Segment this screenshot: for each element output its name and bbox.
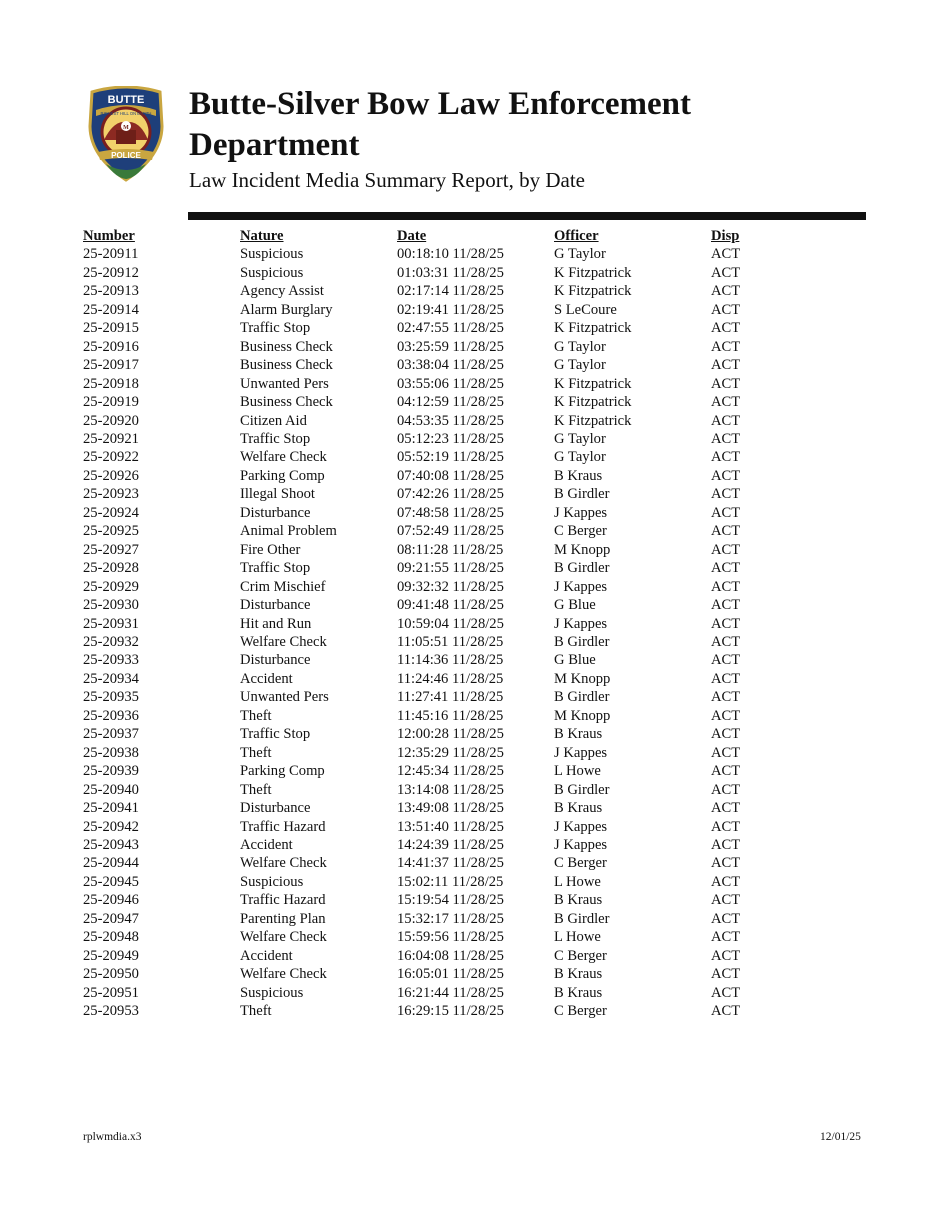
incident-officer: J Kappes <box>554 836 608 853</box>
incident-disp: ACT <box>711 892 741 909</box>
table-row <box>83 947 771 965</box>
footer-print-date: 12/01/25 <box>820 1131 861 1143</box>
table-row <box>83 762 771 780</box>
incident-nature: Theft <box>240 1003 272 1020</box>
incident-number: 25-20923 <box>83 486 139 503</box>
table-row <box>83 541 771 559</box>
table-row <box>83 965 771 983</box>
table-row <box>83 1002 771 1020</box>
incident-officer: B Kraus <box>554 800 603 817</box>
incident-date: 08:11:28 11/28/25 <box>397 541 504 558</box>
incident-number: 25-20928 <box>83 560 139 577</box>
incident-officer: M Knopp <box>554 707 611 724</box>
incident-date: 14:41:37 11/28/25 <box>397 855 504 872</box>
incident-number: 25-20951 <box>83 984 139 1001</box>
incident-officer: S LeCoure <box>554 301 617 318</box>
incident-disp: ACT <box>711 264 741 281</box>
incident-date: 03:25:59 11/28/25 <box>397 338 504 355</box>
incident-number: 25-20945 <box>83 873 139 890</box>
incident-number: 25-20936 <box>83 707 139 724</box>
incident-officer: G Taylor <box>554 246 606 263</box>
incident-disp: ACT <box>711 283 741 300</box>
incident-number: 25-20920 <box>83 412 139 429</box>
incident-disp: ACT <box>711 486 741 503</box>
incident-officer: J Kappes <box>554 744 608 761</box>
incident-disp: ACT <box>711 541 741 558</box>
incident-disp: ACT <box>711 836 741 853</box>
incident-officer: B Girdler <box>554 781 610 798</box>
incident-number: 25-20932 <box>83 633 139 650</box>
incident-number: 25-20921 <box>83 430 139 447</box>
incident-nature: Welfare Check <box>240 966 327 983</box>
incident-number: 25-20943 <box>83 836 139 853</box>
table-row <box>83 928 771 946</box>
incident-officer: B Kraus <box>554 892 603 909</box>
incident-nature: Disturbance <box>240 504 311 521</box>
incident-disp: ACT <box>711 320 741 337</box>
incident-nature: Suspicious <box>240 246 304 263</box>
incident-disp: ACT <box>711 689 741 706</box>
incident-officer: J Kappes <box>554 578 608 595</box>
incident-disp: ACT <box>711 966 741 983</box>
column-header-number: Number <box>83 228 135 244</box>
incident-date: 05:52:19 11/28/25 <box>397 449 504 466</box>
incident-nature: Suspicious <box>240 873 304 890</box>
incident-number: 25-20948 <box>83 929 139 946</box>
incident-disp: ACT <box>711 1003 741 1020</box>
incident-number: 25-20913 <box>83 283 139 300</box>
incident-number: 25-20946 <box>83 892 139 909</box>
incident-number: 25-20919 <box>83 394 139 411</box>
incident-nature: Disturbance <box>240 800 311 817</box>
incident-officer: B Kraus <box>554 467 603 484</box>
table-row <box>83 467 771 485</box>
table-row <box>83 615 771 633</box>
incident-number: 25-20938 <box>83 744 139 761</box>
incident-nature: Unwanted Pers <box>240 689 329 706</box>
incident-date: 11:45:16 11/28/25 <box>397 707 504 724</box>
incident-date: 09:41:48 11/28/25 <box>397 597 504 614</box>
incident-disp: ACT <box>711 726 741 743</box>
incident-nature: Accident <box>240 947 293 964</box>
incident-officer: B Kraus <box>554 984 603 1001</box>
incident-date: 09:32:32 11/28/25 <box>397 578 504 595</box>
table-row <box>83 485 771 503</box>
table-row <box>83 282 771 300</box>
incident-nature: Theft <box>240 781 272 798</box>
incident-nature: Disturbance <box>240 652 311 669</box>
table-row <box>83 559 771 577</box>
incident-nature: Traffic Stop <box>240 320 311 337</box>
table-row <box>83 854 771 872</box>
table-row <box>83 448 771 466</box>
incident-disp: ACT <box>711 467 741 484</box>
incident-disp: ACT <box>711 818 741 835</box>
incident-nature: Business Check <box>240 357 333 374</box>
incident-date: 03:55:06 11/28/25 <box>397 375 504 392</box>
incident-nature: Business Check <box>240 394 333 411</box>
incident-nature: Suspicious <box>240 264 304 281</box>
incident-disp: ACT <box>711 652 741 669</box>
incident-officer: K Fitzpatrick <box>554 412 632 429</box>
header-divider <box>188 212 866 220</box>
incident-number: 25-20944 <box>83 855 139 872</box>
report-subtitle: Law Incident Media Summary Report, by Date <box>189 168 585 192</box>
incident-officer: G Blue <box>554 652 596 669</box>
incident-disp: ACT <box>711 781 741 798</box>
table-row <box>83 393 771 411</box>
table-row <box>83 725 771 743</box>
incident-disp: ACT <box>711 873 741 890</box>
incident-officer: K Fitzpatrick <box>554 283 632 300</box>
incident-date: 15:32:17 11/28/25 <box>397 910 504 927</box>
incident-date: 12:00:28 11/28/25 <box>397 726 504 743</box>
table-row <box>83 799 771 817</box>
incident-number: 25-20942 <box>83 818 139 835</box>
incident-date: 13:51:40 11/28/25 <box>397 818 504 835</box>
table-row <box>83 670 771 688</box>
incident-nature: Accident <box>240 670 293 687</box>
incident-nature: Accident <box>240 836 293 853</box>
incident-number: 25-20922 <box>83 449 139 466</box>
incident-nature: Traffic Stop <box>240 726 311 743</box>
incident-number: 25-20924 <box>83 504 139 521</box>
incident-disp: ACT <box>711 430 741 447</box>
incident-officer: G Taylor <box>554 338 606 355</box>
incident-disp: ACT <box>711 855 741 872</box>
incident-number: 25-20940 <box>83 781 139 798</box>
incident-date: 11:24:46 11/28/25 <box>397 670 504 687</box>
incident-number: 25-20925 <box>83 523 139 540</box>
incident-date: 02:19:41 11/28/25 <box>397 301 504 318</box>
incident-date: 09:21:55 11/28/25 <box>397 560 504 577</box>
incident-date: 07:48:58 11/28/25 <box>397 504 504 521</box>
incident-disp: ACT <box>711 357 741 374</box>
incident-number: 25-20912 <box>83 264 139 281</box>
incident-disp: ACT <box>711 597 741 614</box>
incident-nature: Hit and Run <box>240 615 312 632</box>
incident-disp: ACT <box>711 412 741 429</box>
incident-date: 11:14:36 11/28/25 <box>397 652 504 669</box>
incident-officer: C Berger <box>554 855 607 872</box>
incident-disp: ACT <box>711 338 741 355</box>
incident-date: 11:05:51 11/28/25 <box>397 633 504 650</box>
incident-disp: ACT <box>711 763 741 780</box>
incident-officer: C Berger <box>554 523 607 540</box>
incident-date: 04:12:59 11/28/25 <box>397 394 504 411</box>
incident-number: 25-20927 <box>83 541 139 558</box>
table-row <box>83 578 771 596</box>
incident-officer: J Kappes <box>554 818 608 835</box>
table-header-row <box>83 227 771 245</box>
incident-nature: Welfare Check <box>240 449 327 466</box>
incident-date: 15:19:54 11/28/25 <box>397 892 504 909</box>
incident-date: 14:24:39 11/28/25 <box>397 836 504 853</box>
incident-date: 15:02:11 11/28/25 <box>397 873 504 890</box>
incident-number: 25-20949 <box>83 947 139 964</box>
table-row <box>83 596 771 614</box>
incident-officer: L Howe <box>554 929 601 946</box>
table-row <box>83 873 771 891</box>
incident-number: 25-20933 <box>83 652 139 669</box>
incident-officer: C Berger <box>554 947 607 964</box>
incident-nature: Parenting Plan <box>240 910 326 927</box>
table-row <box>83 836 771 854</box>
incident-date: 05:12:23 11/28/25 <box>397 430 504 447</box>
table-row <box>83 504 771 522</box>
incident-number: 25-20950 <box>83 966 139 983</box>
incident-date: 15:59:56 11/28/25 <box>397 929 504 946</box>
incident-nature: Animal Problem <box>240 523 337 540</box>
incident-officer: K Fitzpatrick <box>554 375 632 392</box>
incident-disp: ACT <box>711 560 741 577</box>
incident-disp: ACT <box>711 615 741 632</box>
incident-date: 12:35:29 11/28/25 <box>397 744 504 761</box>
incident-nature: Suspicious <box>240 984 304 1001</box>
incident-disp: ACT <box>711 744 741 761</box>
table-row <box>83 430 771 448</box>
svg-text:POLICE: POLICE <box>111 151 141 160</box>
incident-number: 25-20947 <box>83 910 139 927</box>
table-row <box>83 245 771 263</box>
table-row <box>83 356 771 374</box>
table-row <box>83 984 771 1002</box>
incident-number: 25-20918 <box>83 375 139 392</box>
table-row <box>83 818 771 836</box>
incident-date: 12:45:34 11/28/25 <box>397 763 504 780</box>
table-row <box>83 319 771 337</box>
incident-nature: Alarm Burglary <box>240 301 333 318</box>
incident-disp: ACT <box>711 578 741 595</box>
incident-officer: B Kraus <box>554 966 603 983</box>
incident-nature: Welfare Check <box>240 929 327 946</box>
incident-number: 25-20935 <box>83 689 139 706</box>
incident-nature: Welfare Check <box>240 855 327 872</box>
table-row <box>83 522 771 540</box>
table-row <box>83 264 771 282</box>
incident-officer: L Howe <box>554 873 601 890</box>
incident-disp: ACT <box>711 929 741 946</box>
incident-date: 16:04:08 11/28/25 <box>397 947 504 964</box>
column-header-officer: Officer <box>554 228 599 244</box>
incident-officer: G Taylor <box>554 430 606 447</box>
incident-nature: Traffic Stop <box>240 430 311 447</box>
incident-nature: Fire Other <box>240 541 301 558</box>
incident-date: 07:42:26 11/28/25 <box>397 486 504 503</box>
incident-disp: ACT <box>711 707 741 724</box>
incident-officer: M Knopp <box>554 670 611 687</box>
table-row <box>83 338 771 356</box>
incident-number: 25-20941 <box>83 800 139 817</box>
incident-disp: ACT <box>711 449 741 466</box>
incident-date: 00:18:10 11/28/25 <box>397 246 504 263</box>
table-row <box>83 301 771 319</box>
incident-disp: ACT <box>711 246 741 263</box>
incident-officer: J Kappes <box>554 615 608 632</box>
incident-number: 25-20926 <box>83 467 139 484</box>
police-badge-logo <box>86 86 166 182</box>
incident-number: 25-20939 <box>83 763 139 780</box>
incident-disp: ACT <box>711 394 741 411</box>
incident-number: 25-20931 <box>83 615 139 632</box>
incident-number: 25-20916 <box>83 338 139 355</box>
incident-officer: G Taylor <box>554 357 606 374</box>
svg-text:BUTTE: BUTTE <box>107 94 145 106</box>
incident-date: 13:49:08 11/28/25 <box>397 800 504 817</box>
table-row <box>83 375 771 393</box>
incident-nature: Welfare Check <box>240 633 327 650</box>
incident-officer: B Girdler <box>554 689 610 706</box>
incident-officer: K Fitzpatrick <box>554 394 632 411</box>
column-header-nature: Nature <box>240 228 284 244</box>
incident-number: 25-20934 <box>83 670 139 687</box>
table-row <box>83 910 771 928</box>
incident-officer: M Knopp <box>554 541 611 558</box>
incident-number: 25-20930 <box>83 597 139 614</box>
table-row <box>83 412 771 430</box>
incident-nature: Unwanted Pers <box>240 375 329 392</box>
incident-officer: K Fitzpatrick <box>554 320 632 337</box>
incident-date: 16:29:15 11/28/25 <box>397 1003 504 1020</box>
incident-nature: Disturbance <box>240 597 311 614</box>
incident-date: 16:05:01 11/28/25 <box>397 966 504 983</box>
incident-officer: G Blue <box>554 597 596 614</box>
incident-nature: Crim Mischief <box>240 578 326 595</box>
incident-nature: Illegal Shoot <box>240 486 315 503</box>
incident-nature: Theft <box>240 707 272 724</box>
table-row <box>83 633 771 651</box>
incident-date: 16:21:44 11/28/25 <box>397 984 504 1001</box>
incident-date: 04:53:35 11/28/25 <box>397 412 504 429</box>
incident-number: 25-20929 <box>83 578 139 595</box>
incident-number: 25-20953 <box>83 1003 139 1020</box>
incident-date: 13:14:08 11/28/25 <box>397 781 504 798</box>
report-title: Butte-Silver Bow Law Enforcement Department <box>189 86 691 163</box>
table-row <box>83 891 771 909</box>
incident-number: 25-20911 <box>83 246 139 263</box>
incident-disp: ACT <box>711 984 741 1001</box>
table-row <box>83 781 771 799</box>
incident-nature: Parking Comp <box>240 763 325 780</box>
svg-text:M: M <box>123 125 129 131</box>
table-row <box>83 688 771 706</box>
incident-officer: G Taylor <box>554 449 606 466</box>
incident-nature: Parking Comp <box>240 467 325 484</box>
incident-officer: B Girdler <box>554 486 610 503</box>
incident-table <box>83 227 771 1020</box>
incident-nature: Traffic Hazard <box>240 892 326 909</box>
incident-date: 02:17:14 11/28/25 <box>397 283 504 300</box>
incident-number: 25-20915 <box>83 320 139 337</box>
incident-date: 01:03:31 11/28/25 <box>397 264 504 281</box>
incident-disp: ACT <box>711 523 741 540</box>
incident-officer: J Kappes <box>554 504 608 521</box>
incident-number: 25-20914 <box>83 301 139 318</box>
incident-disp: ACT <box>711 910 741 927</box>
table-row <box>83 744 771 762</box>
incident-nature: Business Check <box>240 338 333 355</box>
footer-report-code: rplwmdia.x3 <box>83 1131 142 1143</box>
column-header-date: Date <box>397 228 427 244</box>
incident-officer: K Fitzpatrick <box>554 264 632 281</box>
incident-date: 07:52:49 11/28/25 <box>397 523 504 540</box>
incident-nature: Citizen Aid <box>240 412 307 429</box>
incident-date: 10:59:04 11/28/25 <box>397 615 504 632</box>
incident-disp: ACT <box>711 800 741 817</box>
incident-disp: ACT <box>711 504 741 521</box>
incident-number: 25-20937 <box>83 726 139 743</box>
incident-date: 11:27:41 11/28/25 <box>397 689 504 706</box>
incident-officer: B Kraus <box>554 726 603 743</box>
incident-date: 02:47:55 11/28/25 <box>397 320 504 337</box>
column-header-disp: Disp <box>711 228 740 244</box>
incident-disp: ACT <box>711 670 741 687</box>
incident-nature: Agency Assist <box>240 283 324 300</box>
incident-date: 07:40:08 11/28/25 <box>397 467 504 484</box>
incident-nature: Theft <box>240 744 272 761</box>
incident-officer: L Howe <box>554 763 601 780</box>
incident-officer: C Berger <box>554 1003 607 1020</box>
svg-text:RICHEST HILL ON EARTH: RICHEST HILL ON EARTH <box>100 111 152 116</box>
table-row <box>83 651 771 669</box>
incident-officer: B Girdler <box>554 910 610 927</box>
incident-disp: ACT <box>711 947 741 964</box>
incident-nature: Traffic Hazard <box>240 818 326 835</box>
incident-nature: Traffic Stop <box>240 560 311 577</box>
table-row <box>83 707 771 725</box>
incident-disp: ACT <box>711 633 741 650</box>
incident-disp: ACT <box>711 375 741 392</box>
incident-disp: ACT <box>711 301 741 318</box>
incident-date: 03:38:04 11/28/25 <box>397 357 504 374</box>
incident-officer: B Girdler <box>554 633 610 650</box>
incident-officer: B Girdler <box>554 560 610 577</box>
incident-number: 25-20917 <box>83 357 139 374</box>
